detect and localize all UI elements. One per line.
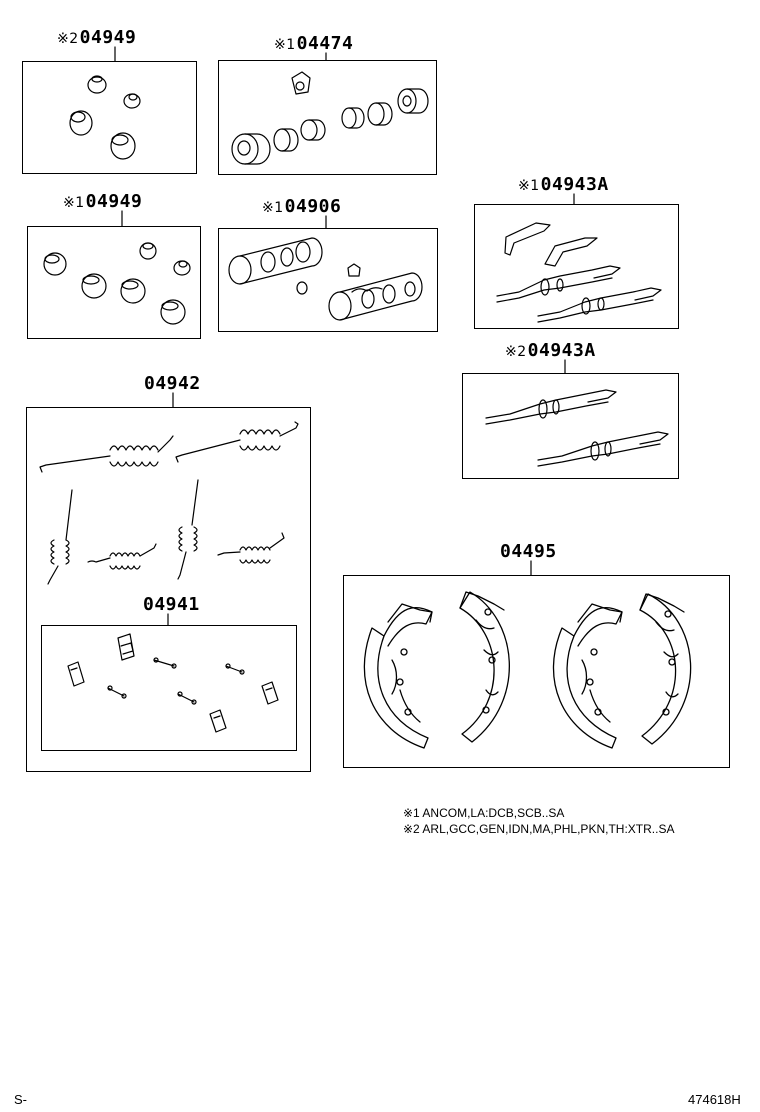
footer-left-text: S- [14,1092,27,1107]
kit-mark: ※2 [57,31,79,47]
kit-code: 04474 [296,33,354,54]
wheel-cylinder-group [229,238,422,320]
brake-shoe-group [364,592,690,748]
kit-mark: ※1 [262,200,284,216]
note-text: ARL,GCC,GEN,IDN,MA,PHL,PKN,TH:XTR..SA [422,822,675,836]
kit-code: 04941 [143,594,200,615]
kit-code: 04906 [284,196,342,217]
kit-mark: ※1 [63,195,85,211]
note-2 [403,822,674,836]
kit-code: 04943A [540,174,609,195]
note-text: ANCOM,LA:DCB,SCB..SA [422,806,565,820]
cup-seal-group-1 [70,76,140,159]
kit-mark: ※1 [518,178,540,194]
kit-code: 04943A [527,340,596,361]
note-mark: ※1 [403,806,420,820]
adjuster-group-2 [486,390,668,466]
cup-seal-group-2 [44,243,190,324]
note-1 [403,806,564,820]
hold-down-group [68,634,278,732]
kit-code: 04949 [79,27,137,48]
kit-code: 04495 [500,541,557,562]
kit-mark: ※1 [274,37,296,53]
kit-code: 04942 [144,373,201,394]
kit-mark: ※2 [505,344,527,360]
illustration-id: 474618H [688,1092,741,1107]
note-mark: ※2 [403,822,420,836]
leader-lines [115,47,574,625]
kit-code: 04949 [85,191,143,212]
cylinder-repair-group [232,72,428,164]
adjuster-group-1 [497,223,661,322]
spring-group [40,422,298,584]
